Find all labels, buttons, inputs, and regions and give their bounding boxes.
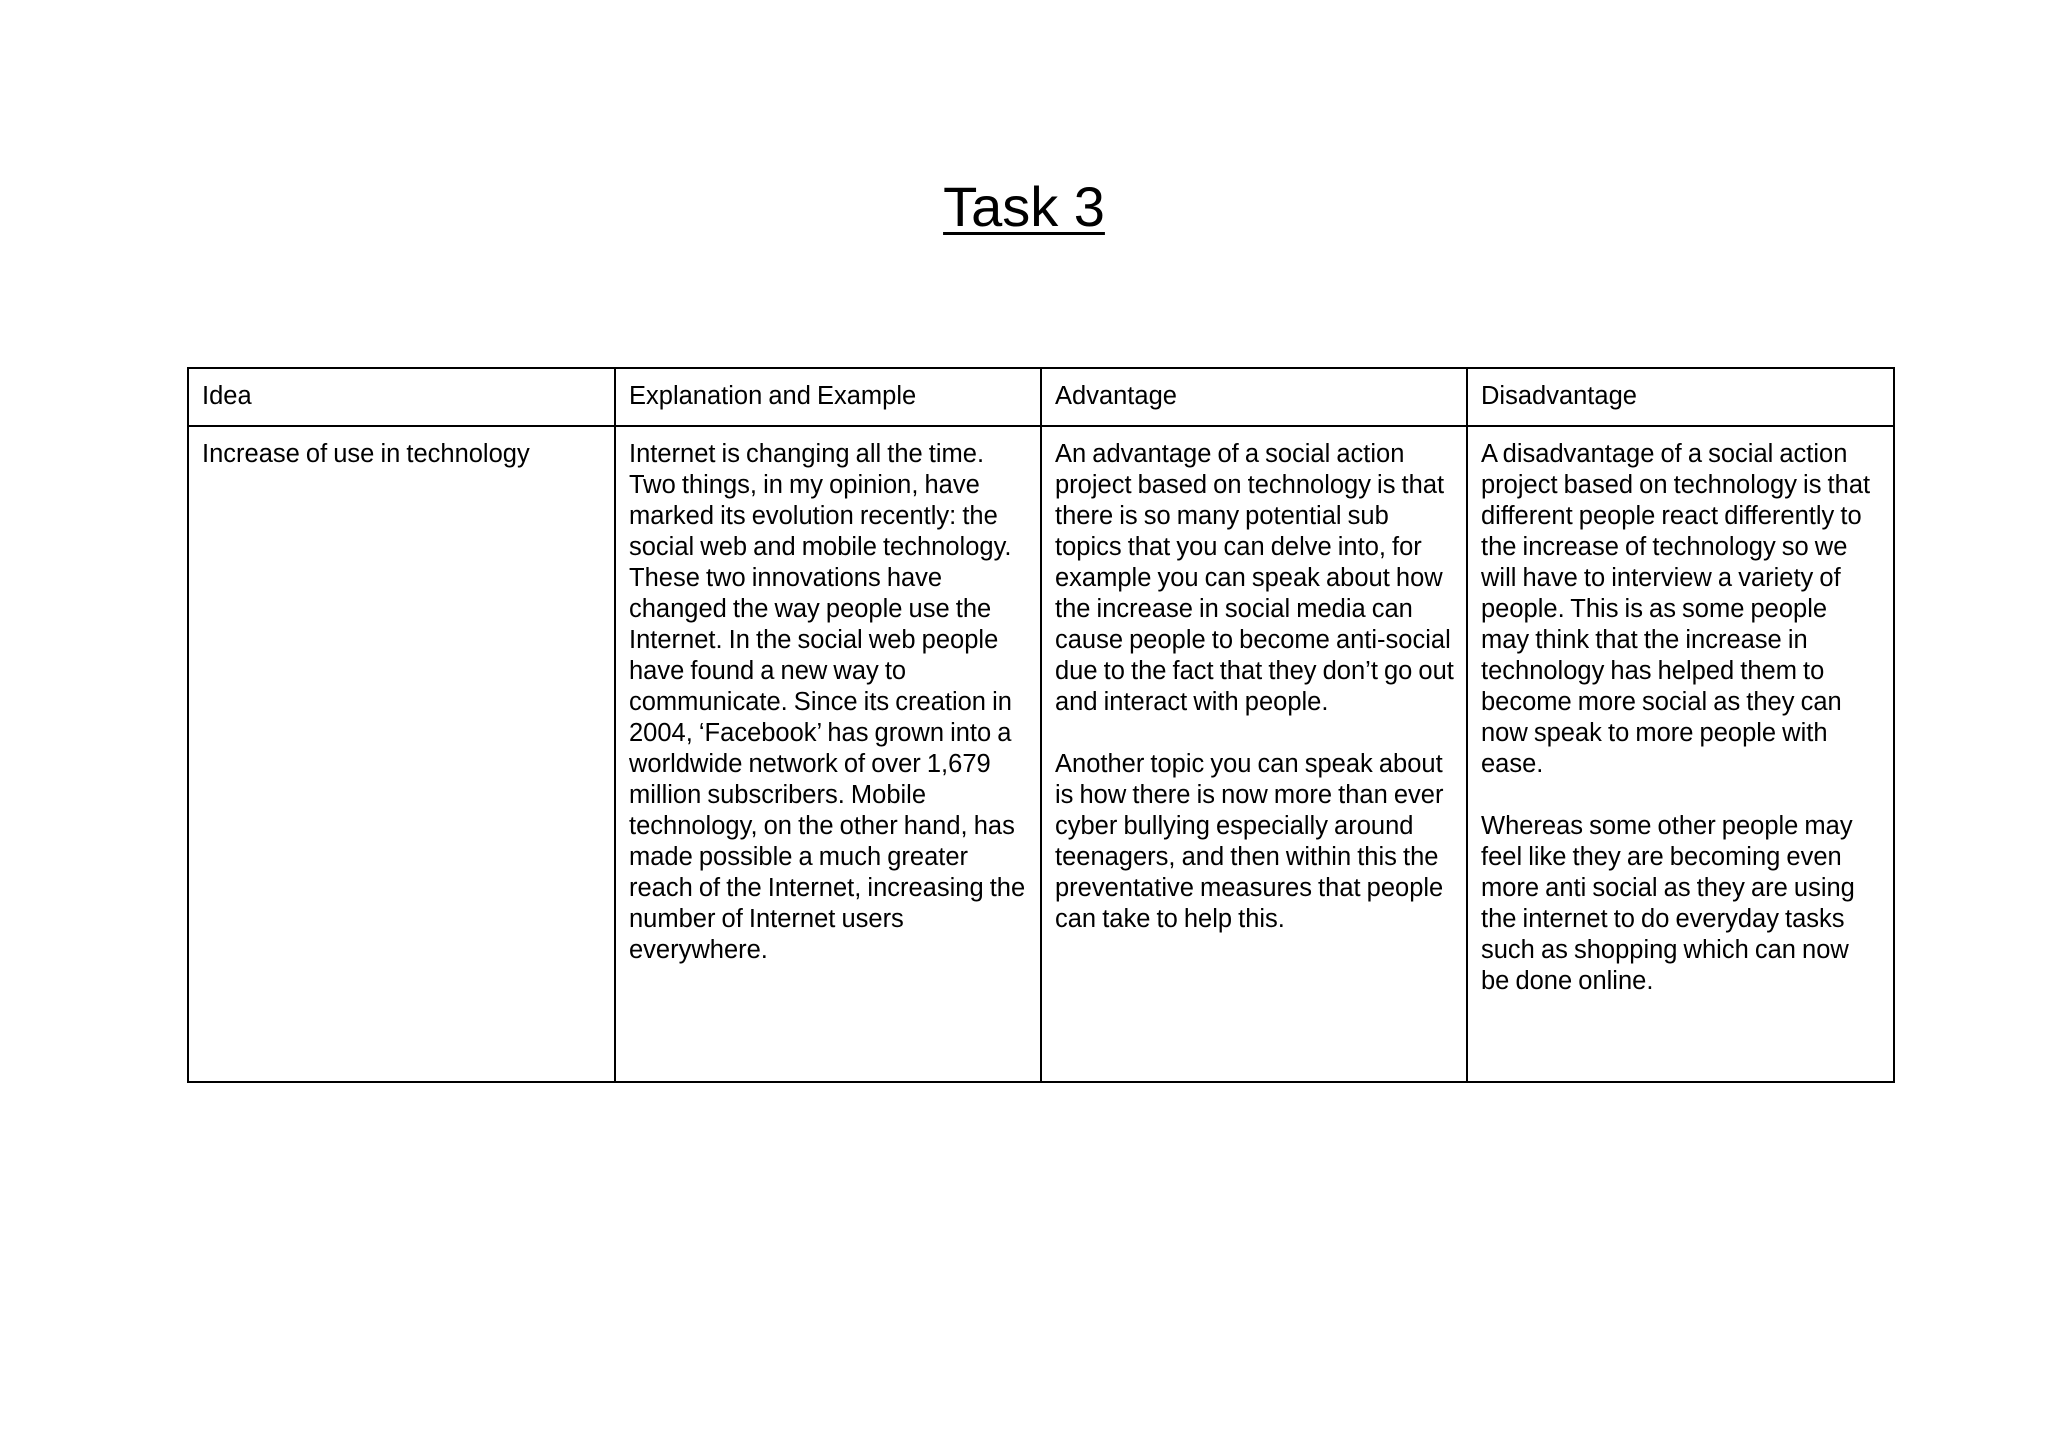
page-title <box>0 172 2048 242</box>
idea-text: Increase of use in technology <box>202 440 530 468</box>
page-title-text: Task 3 <box>943 175 1105 238</box>
disadvantage-paragraph-2: Whereas some other people may feel like they are becoming even more anti social as they are using the internet to do everyday tasks such as shopping which can now be done online. <box>1481 812 1855 995</box>
table-row <box>188 426 1894 1082</box>
advantage-paragraph-1: An advantage of a social action project based on technology is that there is so many potential sub topics that you can delve into, for example you can speak about how the increase in social media can cause people to become anti-social due to the fact that they don’t go out and interact with people. <box>1055 440 1454 716</box>
explanation-text: Internet is changing all the time. Two things, in my opinion, have marked its evolution recently: the social web and mobile technology. These two innovations have changed the way people use the Internet. In the social web people have found a new way to communicate. Since its creation in 2004, ‘Facebook’ has grown into a worldwide network of over 1,679 million subscribers. Mobile technology, on the other hand, has made possible a much greater reach of the Internet, increasing the number of Internet users everywhere. <box>629 440 1026 964</box>
header-advantage: Advantage <box>1041 368 1467 426</box>
task-table <box>187 367 1895 1083</box>
cell-explanation <box>615 426 1041 1082</box>
cell-advantage <box>1041 426 1467 1082</box>
disadvantage-paragraph-1: A disadvantage of a social action project based on technology is that different people react differently to the increase of technology so we will have to interview a variety of people. This is as some people may think that the increase in technology has helped them to become more social as they can now speak to more people with ease. <box>1481 440 1871 778</box>
table-header-row <box>188 368 1894 426</box>
header-idea: Idea <box>188 368 615 426</box>
advantage-paragraph-2: Another topic you can speak about is how there is now more than ever cyber bullying especially around teenagers, and then within this the preventative measures that people can take to help this. <box>1055 750 1444 933</box>
header-disadvantage: Disadvantage <box>1467 368 1894 426</box>
cell-disadvantage <box>1467 426 1894 1082</box>
header-explanation: Explanation and Example <box>615 368 1041 426</box>
cell-idea <box>188 426 615 1082</box>
